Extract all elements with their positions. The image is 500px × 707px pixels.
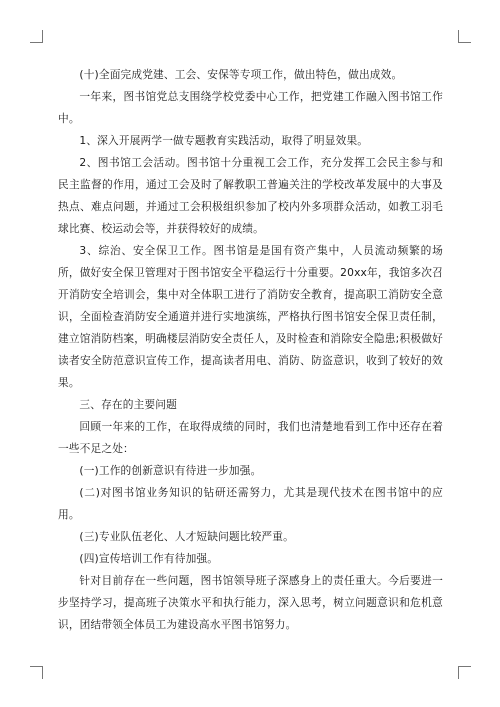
list-item: (二)对图书馆业务知识的钻研还需努力，尤其是现代技术在图书馆中的应用。 <box>58 486 443 521</box>
list-item: (三)专业队伍老化、人才短缺问题比较严重。 <box>79 530 294 543</box>
list-item: (一)工作的创新意识有待进一步加强。 <box>79 464 262 477</box>
paragraph: 一年来，图书馆党总支围绕学校党委中心工作，把党建工作融入图书馆工作中。 <box>58 90 443 125</box>
paragraph: (十)全面完成党建、工会、安保等专项工作，做出特色，做出成效。 <box>79 68 403 81</box>
paragraph: 3、综治、安全保卫工作。图书馆是是国有资产集中，人员流动频繁的场所，做好安全保卫管理对于图书馆安全平稳运行十分重要。20xx年，我馆多次召开消防安全培训会，集中对全体职工进行了消防安全教育，提高职工消防安全意识，全面检查消防安全通道并进行实地演练，严格执行图书馆安全保卫责任制，建立馆消防档案，明确楼层消防安全责任人，及时检查和消除安全隐患;积极做好读者安全防范意识宣传工作，提高读者用电、消防、防盗意识，收到了较好的效果。 <box>58 244 443 389</box>
crop-mark-top-right <box>458 30 471 43</box>
document-body <box>58 64 443 636</box>
paragraph: 2、图书馆工会活动。图书馆十分重视工会工作，充分发挥工会民主参与和民主监督的作用，通过工会及时了解教职工普遍关注的学校改革发展中的大事及热点、难点问题，并通过工会积极组织参加了校内外多项群众活动，如教工羽毛球比赛、校运动会等，并获得较好的成绩。 <box>58 156 443 235</box>
paragraph: 1、深入开展两学一做专题教育实践活动，取得了明显效果。 <box>79 134 369 147</box>
crop-mark-top-left <box>30 30 43 43</box>
list-item: (四)宣传培训工作有待加强。 <box>79 552 219 565</box>
crop-mark-bottom-left <box>30 666 43 679</box>
section-heading: 三、存在的主要问题 <box>79 398 177 411</box>
paragraph: 针对目前存在一些问题，图书馆领导班子深感身上的责任重大。今后要进一步坚持学习，提高班子决策水平和执行能力，深入思考，树立问题意识和危机意识，团结带领全体员工为建设高水平图书馆努力。 <box>58 574 443 631</box>
crop-mark-bottom-right <box>458 666 471 679</box>
paragraph: 回顾一年来的工作，在取得成绩的同时，我们也清楚地看到工作中还存在着一些不足之处： <box>58 420 443 455</box>
